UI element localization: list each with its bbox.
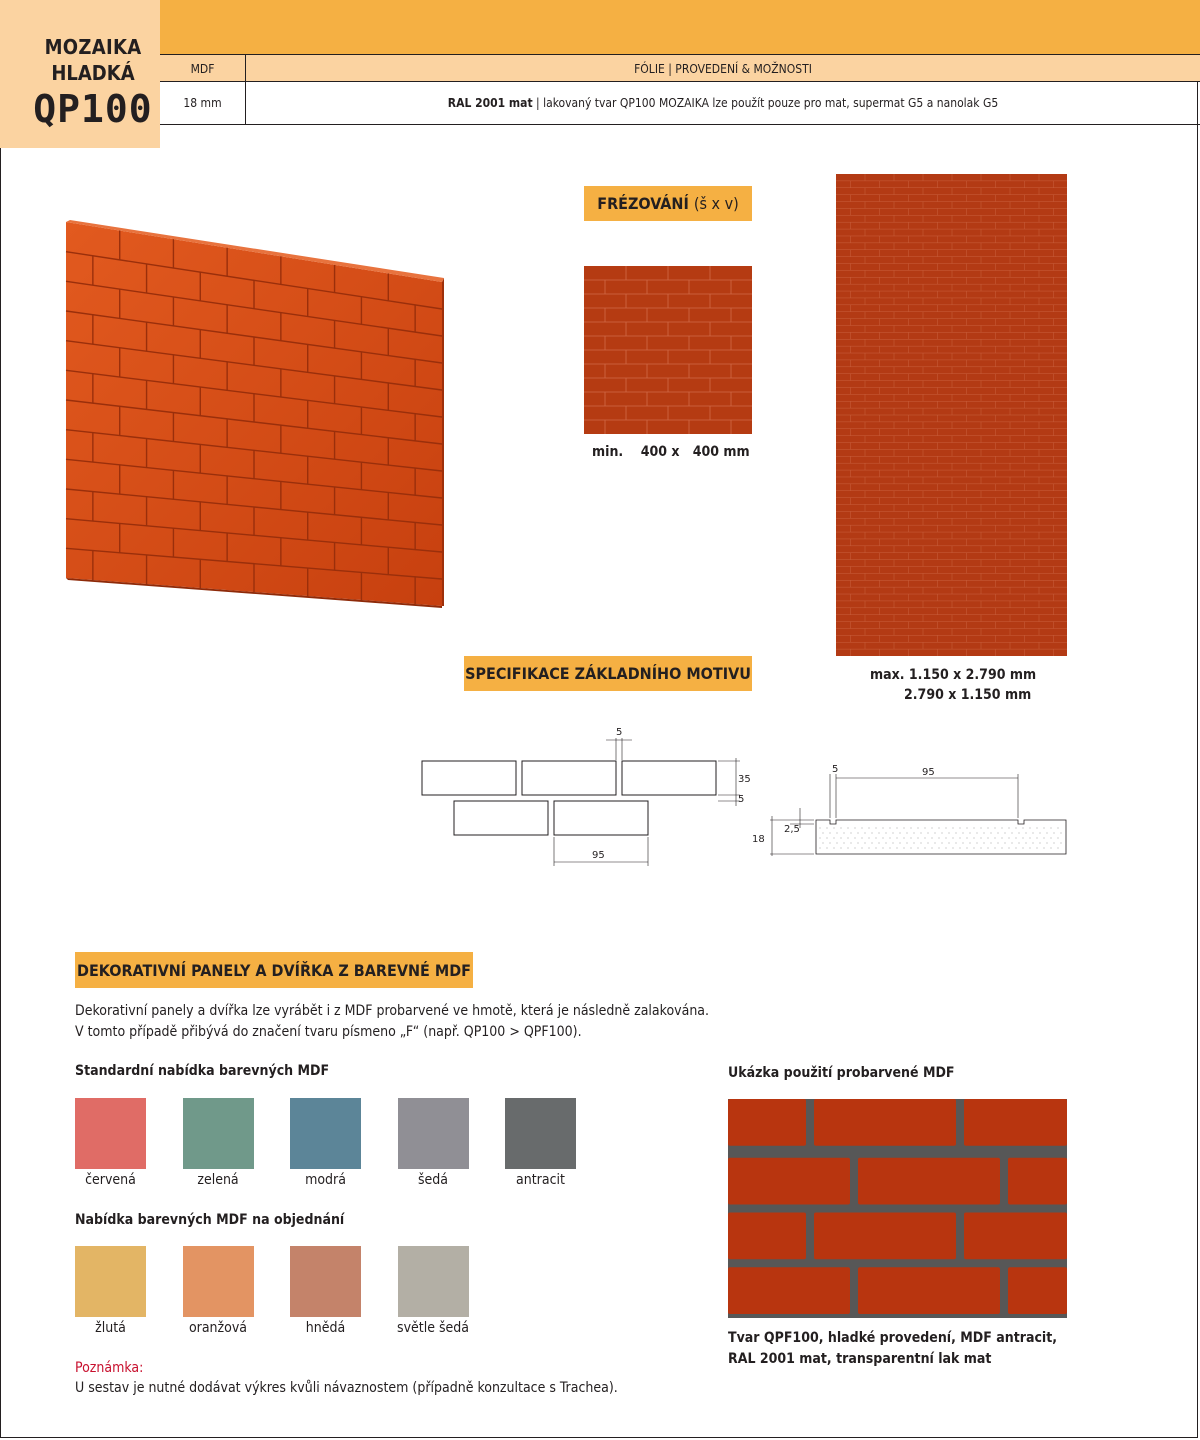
dim-width-label: 95 (592, 850, 605, 861)
example-caption-line1: Tvar QPF100, hladké provedení, MDF antracit, (728, 1330, 1058, 1346)
color-swatch (398, 1098, 469, 1169)
min-size-panel-image (584, 266, 752, 434)
color-swatch-label: modrá (305, 1172, 346, 1188)
dim-gap-label: 5 (616, 727, 623, 738)
profile-width-label: 95 (922, 767, 935, 778)
profile-depth-label: 2,5 (784, 824, 800, 835)
color-swatch (183, 1098, 254, 1169)
motif-spec-label: SPECIFIKACE ZÁKLADNÍHO MOTIVU (464, 656, 752, 691)
foil-value-bold: RAL 2001 mat (447, 96, 533, 110)
max-size-panel-image (836, 174, 1067, 656)
color-swatch-label: světle šedá (397, 1320, 469, 1336)
note-label: Poznámka: (75, 1360, 144, 1376)
product-title-box (0, 0, 160, 148)
brick-panel-3d-image (60, 220, 460, 620)
color-swatch-label: červená (85, 1172, 136, 1188)
milling-label-suffix: (š x v) (693, 194, 739, 213)
decor-text-line1: Dekorativní panely a dvířka lze vyrábět i z MDF probarvené ve hmotě, která je následně zalakována. (75, 1003, 710, 1019)
note-text: U sestav je nutné dodávat výkres kvůli návaznostem (případně konzultace s Trachea). (75, 1380, 618, 1396)
min-size-caption (592, 444, 750, 460)
min-width: 400 x (640, 444, 680, 460)
example-caption-line2: RAL 2001 mat, transparentní lak mat (728, 1351, 992, 1367)
color-swatch-label: hnědá (305, 1320, 346, 1336)
product-code: QP100 (33, 87, 153, 131)
color-swatch-label: oranžová (188, 1320, 248, 1336)
profile-section-drawing (750, 758, 1070, 868)
spec-table-bottom-line (160, 124, 1200, 125)
color-swatch (398, 1246, 469, 1317)
title-line1: MOZAIKA (44, 35, 142, 59)
color-swatch-label: žlutá (95, 1320, 126, 1336)
decor-text-line2: V tomto případě přibývá do značení tvaru písmeno „F“ (např. QP100 > QPF100). (75, 1024, 582, 1040)
title-line2: HLADKÁ (51, 61, 135, 85)
col-foil-header: FÓLIE | PROVEDENÍ & MOŽNOSTI (634, 62, 812, 76)
col-mdf-header: MDF (190, 62, 215, 76)
color-swatch-label: šedá (417, 1172, 449, 1188)
max-size-line2: 2.790 x 1.150 mm (904, 687, 1032, 703)
milling-label (584, 186, 752, 221)
dim-gap-v-label: 5 (738, 794, 745, 805)
color-swatch (183, 1246, 254, 1317)
standard-colors-title: Standardní nabídka barevných MDF (75, 1063, 330, 1079)
mdf-thickness-value: 18 mm (183, 96, 222, 110)
dim-height-label: 35 (738, 774, 751, 785)
profile-gap-label: 5 (832, 764, 839, 775)
order-colors-title: Nabídka barevných MDF na objednání (75, 1212, 345, 1228)
color-swatch-label: zelená (197, 1172, 239, 1188)
min-height: 400 mm (692, 444, 750, 460)
color-swatch (505, 1098, 576, 1169)
decor-section-label: DEKORATIVNÍ PANELY A DVÍŘKA Z BAREVNÉ MDF (75, 952, 473, 988)
foil-value-rest: | lakovaný tvar QP100 MOZAIKA lze použít pouze pro mat, supermat G5 a nanolak G5 (532, 96, 999, 110)
example-brick-image (728, 1099, 1067, 1318)
spec-table (160, 55, 1200, 125)
color-swatch (290, 1246, 361, 1317)
example-title: Ukázka použití probarvené MDF (728, 1065, 955, 1081)
min-prefix: min. (592, 444, 624, 460)
foil-value (246, 96, 1200, 110)
color-swatch (75, 1098, 146, 1169)
max-size-line1: max. 1.150 x 2.790 mm (870, 667, 1037, 683)
milling-label-text: FRÉZOVÁNÍ (597, 194, 689, 213)
color-swatch (290, 1098, 361, 1169)
color-swatch-label: antracit (516, 1172, 565, 1188)
color-swatch (75, 1246, 146, 1317)
brick-pattern-drawing (420, 722, 760, 872)
profile-thickness-label: 18 (752, 834, 765, 845)
